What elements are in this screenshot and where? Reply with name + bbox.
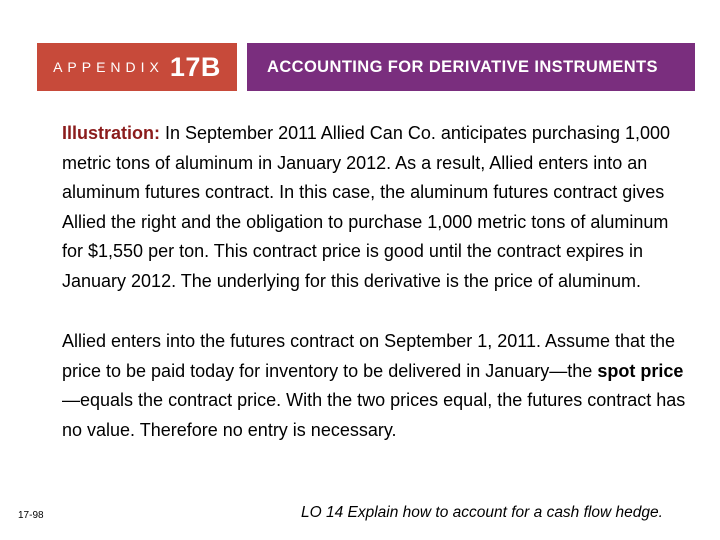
appendix-label: APPENDIX — [53, 59, 164, 75]
illustration-paragraph — [62, 119, 687, 296]
chapter-title-banner — [247, 43, 695, 91]
chapter-title: ACCOUNTING FOR DERIVATIVE INSTRUMENTS — [267, 57, 658, 76]
learning-objective: LO 14 Explain how to account for a cash flow hedge. — [301, 504, 663, 521]
appendix-banner — [37, 43, 237, 91]
page-number: 17-98 — [18, 510, 44, 521]
futures-paragraph — [62, 327, 687, 445]
futures-text-start: Allied enters into the futures contract on September 1, 2011. Assume that the price to be paid today for inventory to be delivered in January—the — [62, 331, 676, 381]
futures-text-end: —equals the contract price. With the two prices equal, the futures contract has no value. Therefore no entry is necessary. — [62, 390, 686, 440]
spot-price-term: spot price — [597, 360, 684, 381]
illustration-text: In September 2011 Allied Can Co. anticipates purchasing 1,000 metric tons of aluminum in January 2012. As a result, Allied enters into an aluminum futures contract. In this case, the aluminum futures contract gives Allied the right and the obligation to purchase 1,000 metric tons of aluminum for $1,550 per ton. This contract price is good until the contract expires in January 2012. The underlying for this derivative is the price of aluminum. — [62, 123, 670, 291]
appendix-number: 17B — [169, 51, 221, 82]
illustration-lead: Illustration: — [62, 123, 160, 143]
